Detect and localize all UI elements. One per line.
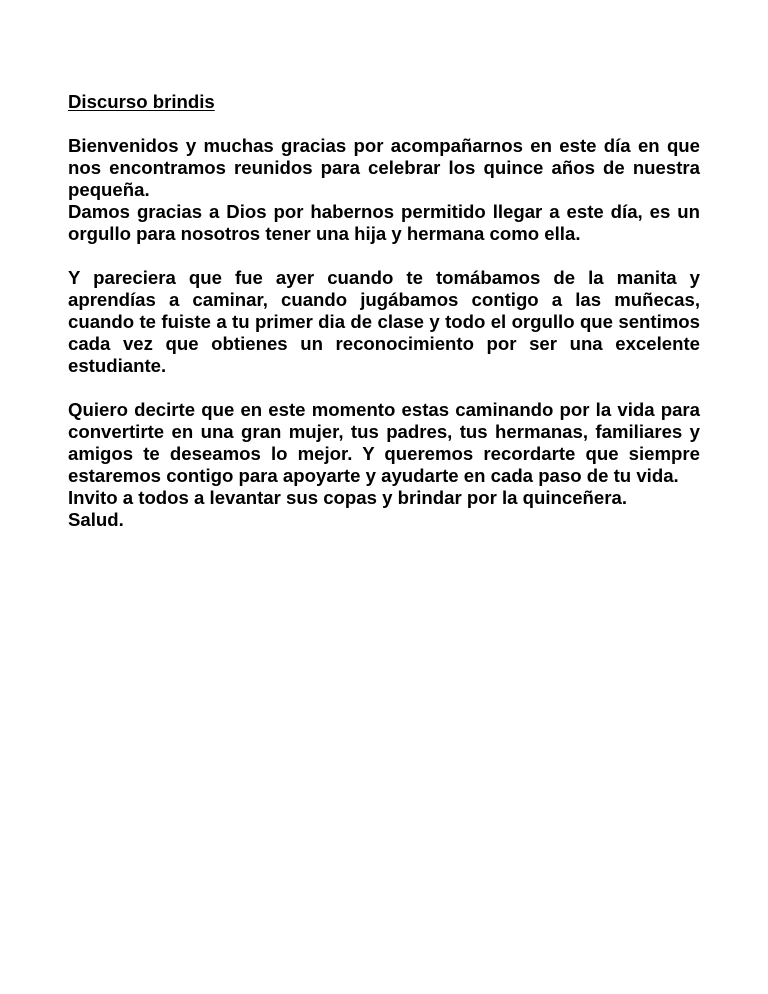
document-body: [68, 91, 700, 531]
paragraph-welcome: Bienvenidos y muchas gracias por acompañarnos en este día en que nos encontramos reunidos para celebrar los quince años de nuestra pequeña.: [68, 135, 700, 200]
paragraph-closing: Salud.: [68, 509, 124, 530]
document-title: Discurso brindis: [68, 91, 215, 112]
paragraph-memories: Y pareciera que fue ayer cuando te tomábamos de la manita y aprendías a caminar, cuando jugábamos contigo a las muñecas, cuando te fuiste a tu primer dia de clase y todo el orgullo que sentimos cada vez que obtienes un reconocimiento por ser una excelente estudiante.: [68, 267, 700, 376]
paragraph-toast-invitation: Invito a todos a levantar sus copas y brindar por la quinceñera.: [68, 487, 628, 508]
paragraph-thanks: Damos gracias a Dios por habernos permitido llegar a este día, es un orgullo para nosotros tener una hija y hermana como ella.: [68, 201, 700, 244]
paragraph-wishes: Quiero decirte que en este momento estas caminando por la vida para convertirte en una gran mujer, tus padres, tus hermanas, familiares y amigos te deseamos lo mejor. Y queremos recordarte que siempre estaremos contigo para apoyarte y ayudarte en cada paso de tu vida.: [68, 399, 700, 486]
